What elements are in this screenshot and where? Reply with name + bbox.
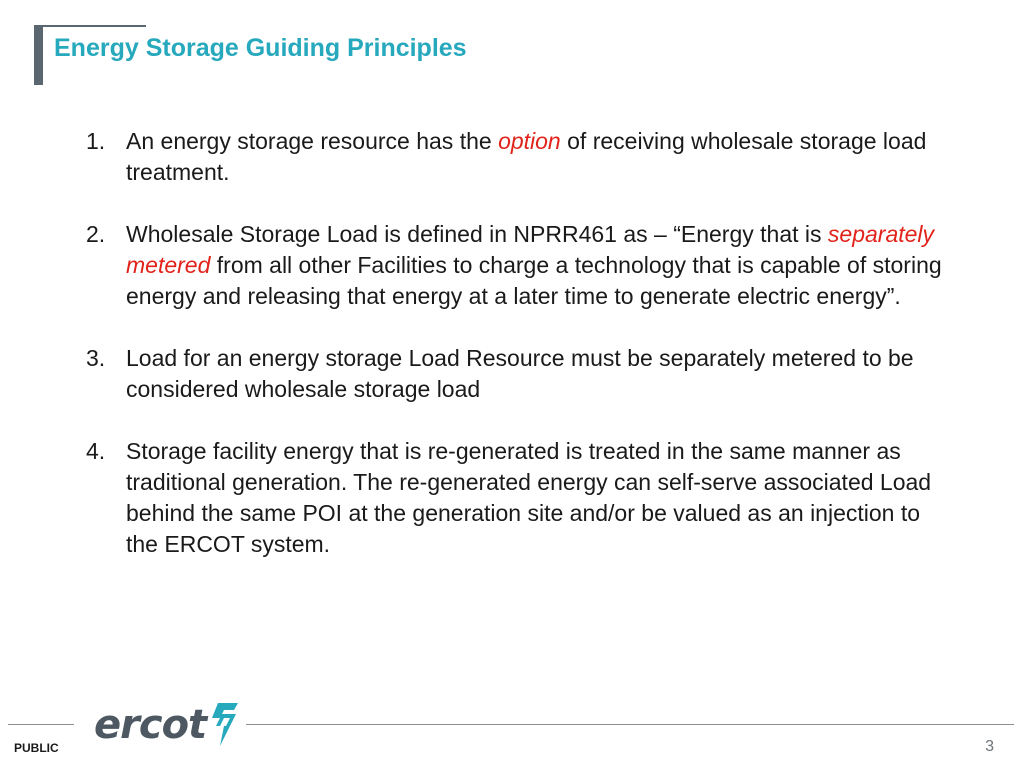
title-top-rule bbox=[34, 25, 146, 27]
principles-list bbox=[86, 126, 946, 591]
list-item-number: 3. bbox=[86, 345, 106, 371]
text-run: An energy storage resource has the bbox=[126, 128, 499, 154]
classification-label: PUBLIC bbox=[14, 741, 59, 755]
list-item bbox=[86, 436, 946, 560]
text-run: Load for an energy storage Load Resource must be separately metered to be considered wholesale storage load bbox=[126, 345, 914, 402]
list-item-number: 1. bbox=[86, 128, 106, 154]
logo-text: ercot bbox=[94, 702, 207, 748]
list-item bbox=[86, 126, 946, 188]
list-item-text bbox=[126, 126, 946, 188]
emphasized-text: separately metered bbox=[126, 221, 935, 278]
text-run: Wholesale Storage Load is defined in NPRR461 as – “Energy that is bbox=[126, 221, 828, 247]
ercot-lightning-icon bbox=[208, 700, 242, 750]
text-run: of receiving wholesale storage load treatment. bbox=[126, 128, 927, 185]
emphasized-text: option bbox=[498, 128, 561, 154]
ercot-logo bbox=[94, 700, 242, 750]
list-item-text bbox=[126, 436, 946, 560]
text-run: Storage facility energy that is re-generated is treated in the same manner as traditional generation. The re-generated energy can self-serve associated Load behind the same POI at the generation site and/or be valued as an injection to the ERCOT system. bbox=[126, 438, 932, 557]
footer-divider-right bbox=[246, 724, 1014, 725]
text-run: from all other Facilities to charge a technology that is capable of storing energy and releasing that energy at a later time to generate electric energy”. bbox=[126, 252, 942, 309]
footer-divider-left bbox=[8, 724, 74, 725]
slide-title: Energy Storage Guiding Principles bbox=[54, 34, 467, 62]
list-item-text bbox=[126, 343, 946, 405]
list-item-text bbox=[126, 219, 946, 312]
title-accent-bar bbox=[34, 25, 43, 85]
list-item bbox=[86, 343, 946, 405]
list-item-number: 2. bbox=[86, 221, 106, 247]
list-item-number: 4. bbox=[86, 438, 106, 464]
list-item bbox=[86, 219, 946, 312]
page-number: 3 bbox=[985, 738, 994, 755]
